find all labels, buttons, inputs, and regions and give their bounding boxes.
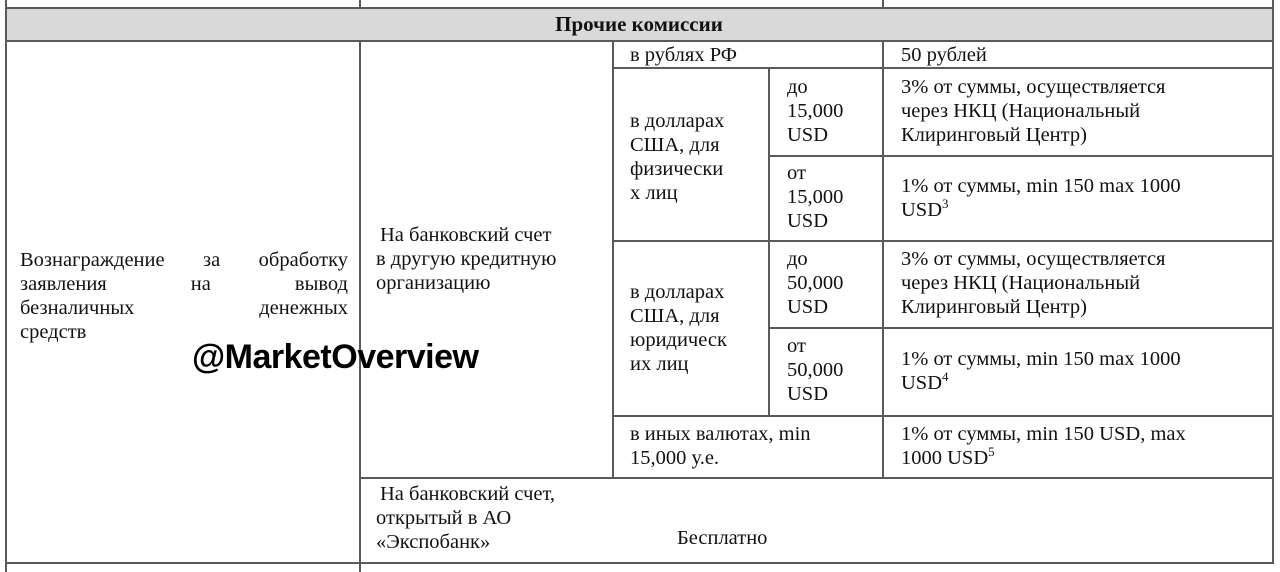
threshold-from-50000	[787, 334, 843, 406]
fee-name-line: средств	[20, 321, 87, 343]
table-border-right	[1272, 0, 1274, 564]
fee-line	[901, 198, 1181, 222]
fee-line: через НКЦ (Национальный	[901, 100, 1141, 122]
col-divider	[768, 67, 770, 415]
col-divider	[359, 40, 361, 572]
row-divider	[612, 240, 1273, 242]
fee-name-word: заявления	[20, 273, 107, 295]
currency-usd-individuals	[630, 109, 724, 205]
fee-line: 1% от суммы, min 150 max 1000	[901, 175, 1181, 197]
currency-line: в иных валютах, min	[630, 423, 811, 445]
threshold-line: USD	[787, 124, 829, 146]
fee-1pct-legal-entities	[901, 347, 1181, 395]
section-title: Прочие комиссии	[555, 12, 723, 36]
fee-currency: 1000 USD	[901, 447, 989, 469]
threshold-line: 15,000	[787, 186, 844, 208]
fee-name-word: безналичных	[20, 297, 135, 319]
fee-line: 1% от суммы, min 150 max 1000	[901, 348, 1181, 370]
fee-name-line: Вознаграждение за обработку	[20, 249, 348, 271]
fee-nkc-individuals	[901, 75, 1166, 147]
threshold-line: 50,000	[787, 359, 844, 381]
col-divider	[359, 0, 361, 8]
destination-expobank	[376, 482, 606, 554]
col-divider	[882, 40, 884, 478]
fee-expobank-free: Бесплатно	[677, 527, 768, 549]
watermark: @MarketOverview	[192, 338, 479, 376]
destination-label-line: организацию	[376, 272, 491, 294]
fee-name-word: денежных	[259, 297, 348, 319]
row-divider	[768, 327, 1273, 329]
footnote-marker: 4	[942, 369, 949, 385]
currency-line: в долларах	[630, 281, 725, 303]
fee-line	[901, 446, 1186, 470]
table-border-bottom	[5, 562, 1273, 564]
fee-name-cell	[20, 248, 348, 344]
fee-name-word: вывод	[294, 273, 348, 295]
footnote-marker: 5	[988, 444, 995, 460]
currency-rub: в рублях РФ	[630, 44, 737, 66]
currency-line: юридическ	[630, 329, 727, 351]
fee-1pct-individuals	[901, 174, 1181, 222]
fee-currency: USD	[901, 199, 943, 221]
threshold-line: USD	[787, 296, 829, 318]
fee-name-line	[20, 296, 348, 320]
table-border-left	[5, 0, 7, 572]
currency-line: в долларах	[630, 110, 725, 132]
destination-other-bank	[376, 223, 606, 295]
threshold-line: 15,000	[787, 100, 844, 122]
row-divider	[612, 67, 1273, 69]
threshold-line: до	[787, 248, 808, 270]
currency-other	[630, 422, 811, 470]
threshold-line: USD	[787, 210, 829, 232]
fee-line: 3% от суммы, осуществляется	[901, 76, 1166, 98]
row-divider	[768, 155, 1273, 157]
threshold-line: 50,000	[787, 272, 844, 294]
currency-line: 15,000 у.е.	[630, 447, 720, 469]
fee-name-word: на	[190, 273, 211, 295]
row-divider	[612, 415, 1273, 417]
currency-line: США, для	[630, 134, 720, 156]
threshold-line: USD	[787, 383, 829, 405]
destination-label-line: «Экспобанк»	[376, 531, 491, 553]
fee-other-currency	[901, 422, 1186, 470]
fee-line: 1% от суммы, min 150 USD, max	[901, 423, 1186, 445]
currency-line: США, для	[630, 305, 720, 327]
fee-rub: 50 рублей	[901, 44, 987, 66]
fee-line: через НКЦ (Национальный	[901, 272, 1141, 294]
destination-label-line: открытый в АО	[376, 507, 512, 529]
footnote-marker: 3	[942, 196, 949, 212]
destination-label-line: в другую кредитную	[376, 248, 557, 270]
fee-nkc-legal-entities	[901, 247, 1166, 319]
threshold-line: до	[787, 76, 808, 98]
threshold-line: от	[787, 162, 806, 184]
table-border-top	[5, 7, 1273, 9]
header-border-bottom	[5, 40, 1273, 42]
fee-line: 3% от суммы, осуществляется	[901, 248, 1166, 270]
threshold-from-15000	[787, 161, 843, 233]
fee-line	[901, 371, 1181, 395]
threshold-upto-15000	[787, 75, 843, 147]
threshold-line: от	[787, 335, 806, 357]
row-divider	[360, 477, 1273, 479]
destination-label-line: На банковский счет	[380, 224, 552, 246]
fee-line: Клиринговый Центр)	[901, 296, 1087, 318]
fee-currency: USD	[901, 372, 943, 394]
currency-line: физически	[630, 158, 724, 180]
destination-label-line: На банковский счет,	[380, 483, 556, 505]
col-divider	[882, 0, 884, 8]
threshold-upto-50000	[787, 247, 843, 319]
currency-line: х лиц	[630, 182, 678, 204]
fee-name-line	[20, 272, 348, 296]
currency-usd-legal-entities	[630, 280, 727, 376]
col-divider	[612, 40, 614, 478]
currency-line: их лиц	[630, 353, 689, 375]
fee-line: Клиринговый Центр)	[901, 124, 1087, 146]
